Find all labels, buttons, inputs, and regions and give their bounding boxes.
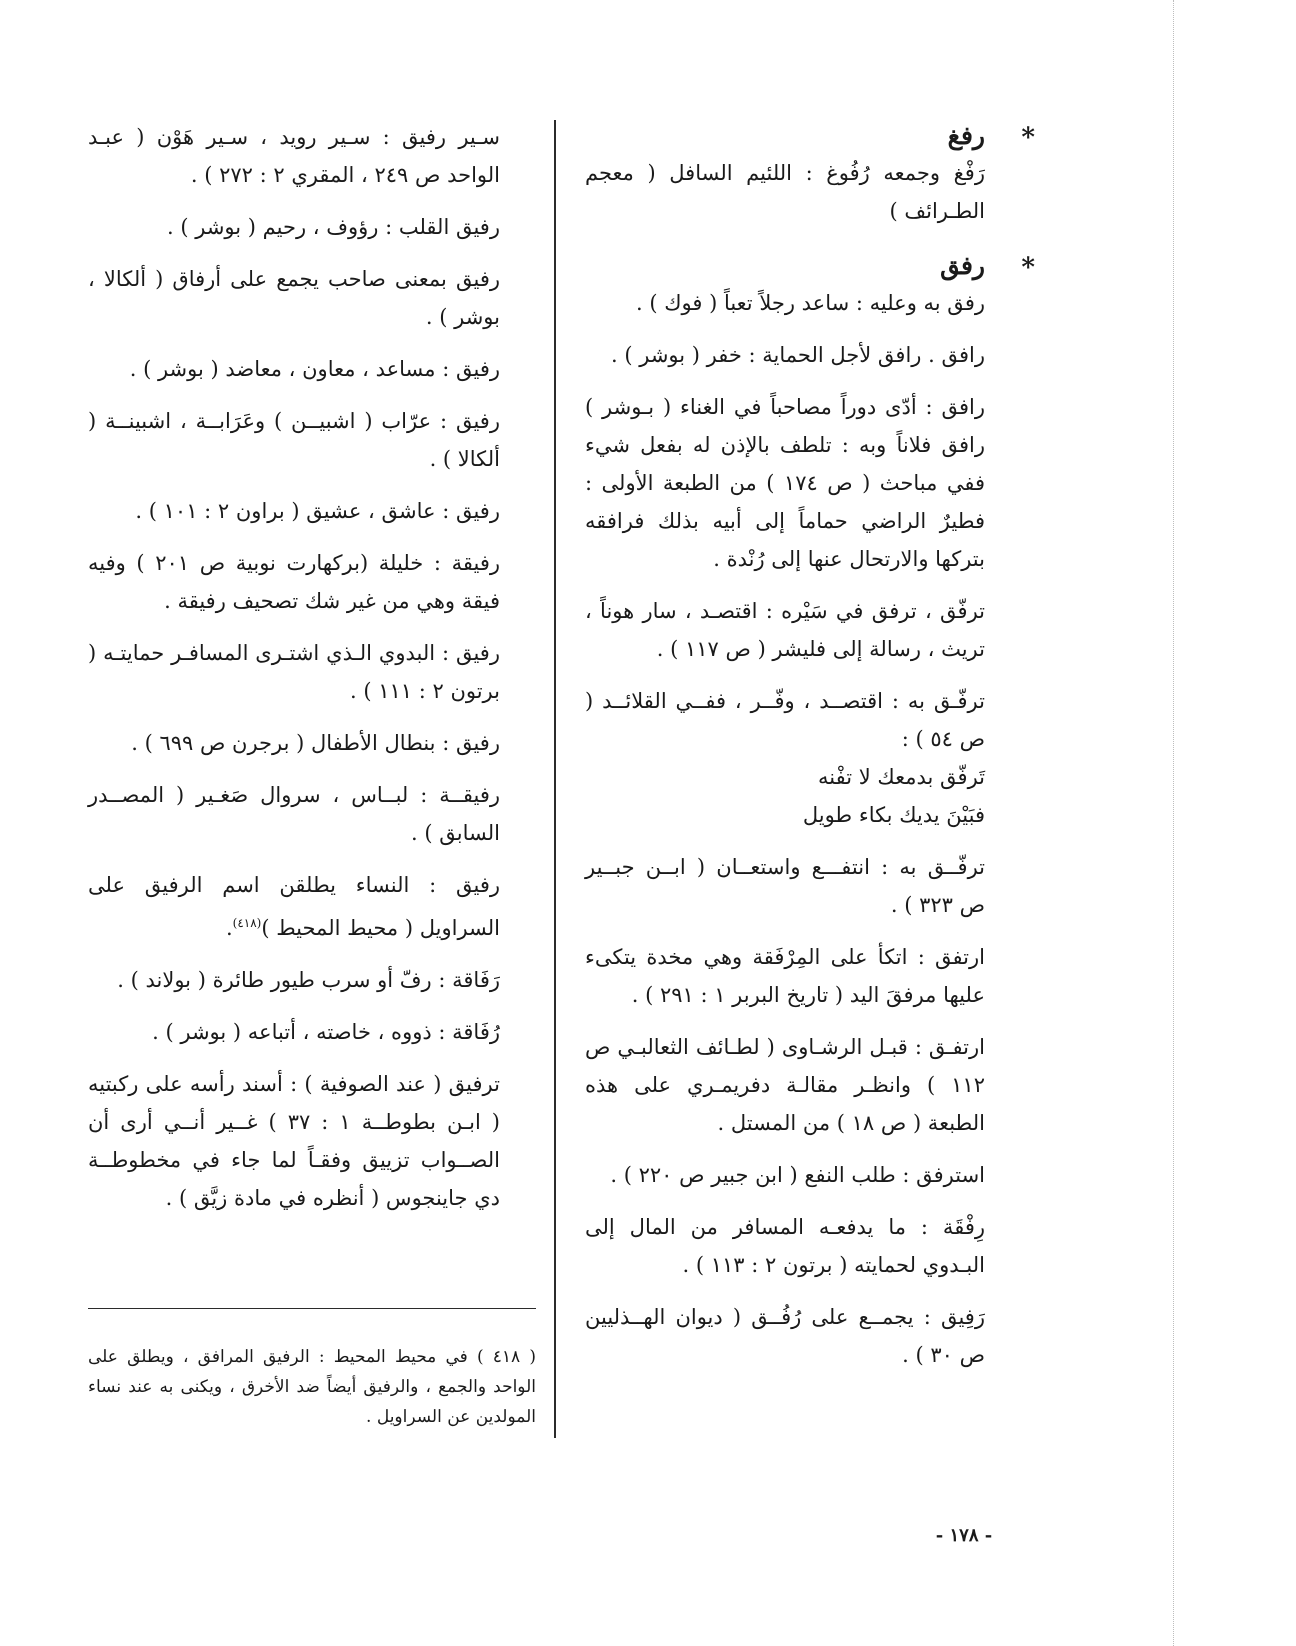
section-heading — [585, 248, 1035, 284]
dictionary-entry: ترفّـق به : اقتصــد ، وفّــر ، ففــي القلائــد ( ص ٥٤ ) : — [585, 689, 985, 751]
dictionary-entry: ارتفـق : قبـل الرشـاوى ( لطـائف الثعالبـي ص ١١٢ ) وانظـر مقالـة دفريمـري على هذه الطبعة ( ص ١٨ ) من المستل . — [585, 1035, 985, 1135]
dictionary-entry: رفيق : بنطال الأطفال ( برجرن ص ٦٩٩ ) . — [131, 731, 500, 755]
dictionary-entry: رِفْقَة : ما يدفعـه المسافر من المال إلى البـدوي لحمايته ( برتون ٢ : ١١٣ ) . — [585, 1215, 985, 1277]
dictionary-entry: ارتفق : اتكأ على المِرْفَقة وهي مخدة يتكىء عليها مرفقَ اليد ( تاريخ البربر ١ : ٢٩١ ) . — [585, 945, 985, 1007]
dictionary-entry-with-footnote — [88, 866, 500, 947]
dictionary-entry: رفيق : البدوي الـذي اشتـرى المسافـر حمايتـه ( برتون ٢ : ١١١ ) . — [88, 641, 500, 703]
dictionary-entry: ترفّق ، ترفق في سَيْره : اقتصـد ، سار هوناً ، تريث ، رسالة إلى فليشر ( ص ١١٧ ) . — [585, 599, 985, 661]
right-column — [585, 118, 1035, 1388]
dictionary-entry: رَفْغ وجمعه رُفُوغ : اللئيم السافل ( معجم الطـرائف ) — [585, 161, 985, 223]
heading-text: رفغ — [947, 121, 985, 150]
dictionary-entry: رفيقــة : لبــاس ، سروال صَغـير ( المصــدر السابق ) . — [88, 783, 500, 845]
dictionary-entry: رفيق : عرّاب ( اشبيــن ) وعَرَابــة ، اشبينــة ( ألكالا ) . — [88, 409, 500, 471]
section-rafgh — [585, 118, 1035, 230]
dictionary-entry: رَفِيق : يجمــع على رُفُــق ( ديوان الهــذليين ص ٣٠ ) . — [585, 1305, 985, 1367]
dictionary-entry: رُفَاقة : ذووه ، خاصته ، أتباعه ( بوشر ) . — [152, 1020, 500, 1044]
dictionary-entry: ترفّــق به : انتفـــع واستعــان ( ابــن جبــير ص ٣٢٣ ) . — [585, 855, 985, 917]
footnote: ( ٤١٨ ) في محيط المحيط : الرفيق المرافق ، ويطلق على الواحد والجمع ، والرفيق أيضاً ضد الأخرق ، ويكنى به عند نساء المولدين عن السراويل . — [88, 1347, 536, 1427]
dictionary-entry: رَفَاقة : رفّ أو سرب طيور طائرة ( بولاند ) . — [117, 968, 500, 992]
dictionary-entry: رفيق : مساعد ، معاون ، معاضد ( بوشر ) . — [129, 357, 500, 381]
dictionary-entry: رفيق بمعنى صاحب يجمع على أرفاق ( ألكالا ، بوشر ) . — [88, 267, 500, 329]
footnote-rule — [88, 1308, 536, 1309]
dictionary-entry: رافق : أدّى دوراً مصاحباً في الغناء ( بـوشر ) رافق فلاناً وبه : تلطف بالإذن له بفعل شيء ففي مباحث ( ص ١٧٤ ) من الطبعة الأولى : فطيرٌ الراضي حماماً إلى أبيه بذلك فرافقه بتركها والارتحال عنها إلى رُنْدة . — [585, 395, 985, 571]
section-heading — [585, 118, 1035, 154]
asterisk-icon: * — [1021, 253, 1035, 283]
dictionary-entry: ترفيق ( عند الصوفية ) : أسند رأسه على ركبتيه ( ابـن بطوطــة ١ : ٣٧ ) غــير أنــي أرى أن الصــواب تزييق وفقـاً لما جاء في مخطوطــة دي جاينجوس ( أنظره في مادة زيَّق ) . — [88, 1072, 501, 1210]
left-column — [88, 118, 500, 1231]
dictionary-entry: رفق به وعليه : ساعد رجلاً تعباً ( فوك ) . — [635, 291, 985, 315]
dictionary-entry: استرفق : طلب النفع ( ابن جبير ص ٢٢٠ ) . — [610, 1163, 985, 1187]
scan-edge-line — [1173, 0, 1175, 1646]
page-number: - ١٧٨ - — [935, 1525, 993, 1546]
dictionary-entry: رفيقة : خليلة (بركهارت نوبية ص ٢٠١ ) وفيه فيقة وهي من غير شك تصحيف رفيقة . — [88, 551, 500, 613]
column-divider — [554, 120, 556, 1438]
dictionary-entry: رفيق القلب : رؤوف ، رحيم ( بوشر ) . — [167, 215, 500, 239]
poem-verse-second: فبَيْنَ يديك بكاء طويل — [802, 803, 985, 827]
section-rafaqa — [585, 248, 1035, 1374]
poem-verse-first: تَرفّق بدمعك لا تفْنه — [818, 765, 985, 789]
footnote-marker: (٤١٨) — [232, 916, 262, 930]
asterisk-icon: * — [1021, 123, 1035, 153]
dictionary-entry: رافق . رافق لأجل الحماية : خفر ( بوشر ) . — [611, 343, 985, 367]
dictionary-entry: سـير رفيق : سـير رويد ، سـير هَوْن ( عبـد الواحد ص ٢٤٩ ، المقري ٢ : ٢٧٢ ) . — [88, 125, 500, 187]
entry-text: رفيق : النساء يطلقن اسم الرفيق على السراويل ( محيط المحيط ) — [88, 873, 500, 940]
entry-end: . — [225, 916, 233, 940]
heading-text: رفق — [940, 251, 985, 280]
dictionary-entry: رفيق : عاشق ، عشيق ( براون ٢ : ١٠١ ) . — [135, 499, 500, 523]
